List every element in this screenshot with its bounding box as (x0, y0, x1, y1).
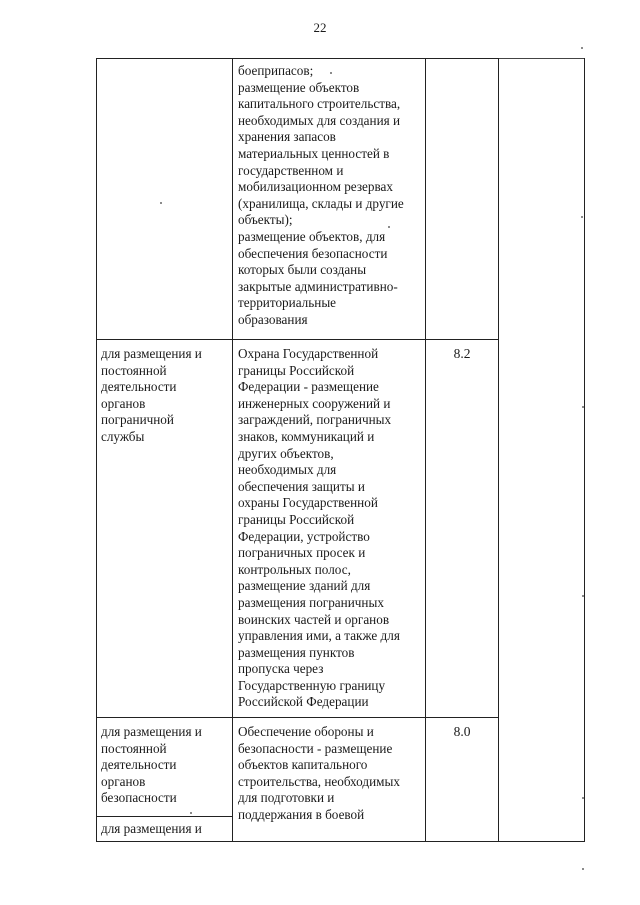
row-divider-1 (96, 339, 498, 340)
table-row-4-purpose: для размещения и (101, 821, 202, 836)
scan-speck (190, 812, 192, 814)
row-divider-2 (96, 717, 498, 718)
scan-speck (581, 216, 583, 218)
scan-speck (581, 47, 583, 49)
scan-speck (582, 406, 584, 408)
column-divider-3 (498, 58, 499, 842)
table-border-right (584, 58, 585, 842)
scan-speck (330, 72, 332, 74)
scan-speck (582, 595, 584, 597)
table-border-bottom (96, 841, 585, 842)
table-row-3-description: Обеспечение обороны и безопасности - размещение объектов капитального строительства, необходимых для подготовки и поддержания в боевой (238, 724, 400, 822)
table-border-top (96, 58, 498, 59)
table-border-top-right (498, 58, 585, 59)
table-row-3-purpose: для размещения и постоянной деятельности органов безопасности (101, 724, 202, 806)
table-row-3-code: 8.0 (453, 724, 471, 739)
scan-speck (582, 868, 584, 870)
column-divider-1 (232, 58, 233, 842)
scan-speck (582, 797, 584, 799)
table-border-left (96, 58, 97, 842)
page-number: 22 (313, 20, 327, 35)
table-row-2-code: 8.2 (453, 346, 471, 361)
scan-speck (388, 226, 390, 228)
table-row-2-description: Охрана Государственной границы Российской Федерации - размещение инженерных сооружений и заграждений, пограничных знаков, коммуникаций и других объектов, необходимых для обеспечения защиты и охраны Государственной границы Российской Федерации, устройство пограничных просек и контрольных полос, размещение зданий для размещения пограничных воинских частей и органов управления ими, а также для размещения пунктов пропуска через Государственную границу Российской Федерации (238, 346, 400, 710)
table-row-2-purpose: для размещения и постоянной деятельности органов пограничной службы (101, 346, 202, 444)
table-row-1-description: боеприпасов; размещение объектов капитального строительства, необходимых для создания и хранения запасов материальных ценностей в государственном и мобилизационном резервах (хранилища, склады и другие объекты); размещение объектов, для обеспечения безопасности которых были созданы закрытые административно- территориальные образования (238, 63, 404, 327)
scan-speck (160, 202, 162, 204)
row-divider-3 (96, 816, 233, 817)
